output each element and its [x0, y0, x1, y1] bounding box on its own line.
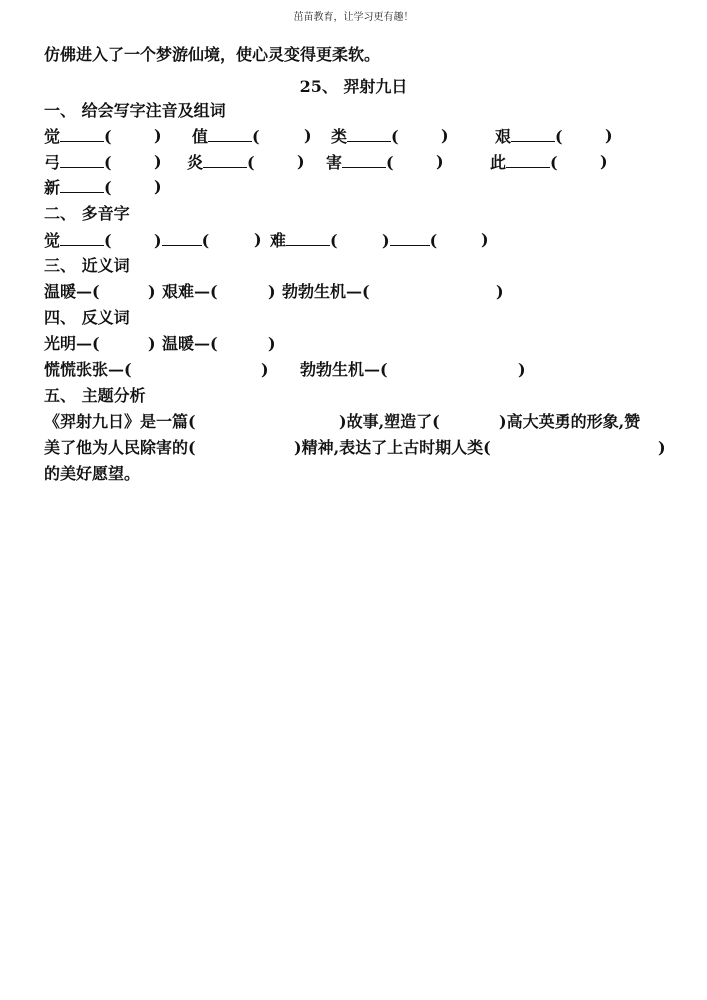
paren-close: ): [254, 230, 262, 249]
paren-open: (: [391, 127, 399, 146]
section-5-heading: 五、 主题分析: [44, 386, 146, 405]
section-3-heading: 三、 近义词: [44, 256, 130, 275]
pinyin-blank[interactable]: [60, 175, 104, 193]
paren-open: (: [104, 153, 112, 172]
paren-close: ): [436, 152, 444, 171]
section-1-heading: 一、 给会写字注音及组词: [44, 101, 226, 120]
intro-line: 仿佛进入了一个梦游仙境，使心灵变得更柔软。: [44, 45, 381, 64]
lesson-title: 25、 羿射九日: [299, 77, 408, 96]
paren-close: ): [304, 126, 312, 145]
char-jue: 觉: [44, 127, 61, 146]
theme-text: )故事,塑造了(: [339, 412, 440, 431]
paren-open: (: [247, 153, 255, 172]
sec5-line-3: 的美好愿望。: [44, 464, 141, 483]
char-jian: 艰: [495, 127, 512, 146]
paren-open: (: [555, 127, 563, 146]
antonym-item: 温暖—(: [162, 334, 218, 353]
char-gong: 弓: [44, 153, 61, 172]
paren-close: ): [268, 334, 276, 353]
paren-close: ): [518, 360, 526, 379]
paren-close: ): [154, 126, 162, 145]
antonym-item: 勃勃生机—(: [300, 360, 388, 379]
paren-close: ): [658, 438, 666, 457]
synonym-item: 艰难—(: [162, 282, 218, 301]
paren-close: ): [154, 231, 162, 250]
paren-open: (: [550, 153, 558, 172]
paren-close: ): [261, 360, 269, 379]
theme-text: )高大英勇的形象,赞: [499, 412, 641, 431]
pinyin-blank[interactable]: [208, 124, 252, 142]
pinyin-blank[interactable]: [506, 150, 550, 168]
pinyin-blank[interactable]: [60, 228, 104, 246]
pinyin-blank[interactable]: [347, 124, 391, 142]
paren-open: (: [201, 231, 210, 250]
char-nan: 难: [270, 231, 287, 250]
paren-open: (: [429, 231, 438, 250]
paren-close: ): [297, 152, 305, 171]
pinyin-blank[interactable]: [286, 228, 330, 246]
char-ci: 此: [490, 153, 507, 172]
pinyin-blank[interactable]: [203, 150, 247, 168]
synonym-item: 勃勃生机—(: [282, 282, 370, 301]
paren-open: (: [330, 231, 338, 250]
paren-open: (: [104, 231, 112, 250]
synonym-item: 温暖—(: [44, 282, 100, 301]
char-jue: 觉: [44, 231, 61, 250]
paren-close: ): [496, 282, 504, 301]
paren-open: (: [104, 178, 112, 197]
char-hai: 害: [326, 153, 343, 172]
theme-text: 《羿射九日》是一篇(: [44, 412, 196, 431]
paren-close: ): [382, 231, 390, 250]
pinyin-blank[interactable]: [162, 228, 202, 246]
pinyin-blank[interactable]: [60, 150, 104, 168]
paren-close: ): [600, 152, 608, 171]
theme-text: )精神,表达了上古时期人类(: [294, 438, 491, 457]
paren-close: ): [154, 177, 162, 196]
antonym-item: 光明—(: [44, 334, 100, 353]
pinyin-blank[interactable]: [60, 124, 104, 142]
pinyin-blank[interactable]: [511, 124, 555, 142]
theme-text: 美了他为人民除害的(: [44, 438, 196, 457]
char-zhi: 值: [192, 127, 209, 146]
paren-close: ): [605, 126, 613, 145]
pinyin-blank[interactable]: [342, 150, 386, 168]
page-header: 茁苗教育，让学习更有趣！: [293, 12, 414, 23]
paren-open: (: [386, 153, 394, 172]
pinyin-blank[interactable]: [390, 228, 430, 246]
section-2-heading: 二、 多音字: [44, 204, 130, 223]
char-xin: 新: [44, 178, 61, 197]
paren-close: ): [154, 152, 162, 171]
char-yan: 炎: [187, 153, 204, 172]
paren-open: (: [104, 127, 112, 146]
antonym-item: 慌慌张张—(: [44, 360, 132, 379]
paren-close: ): [268, 282, 276, 301]
section-4-heading: 四、 反义词: [44, 308, 130, 327]
char-lei: 类: [331, 127, 348, 146]
paren-open: (: [252, 127, 260, 146]
paren-close: ): [148, 282, 156, 301]
paren-close: ): [441, 126, 449, 145]
paren-close: ): [481, 230, 489, 249]
paren-close: ): [148, 334, 156, 353]
